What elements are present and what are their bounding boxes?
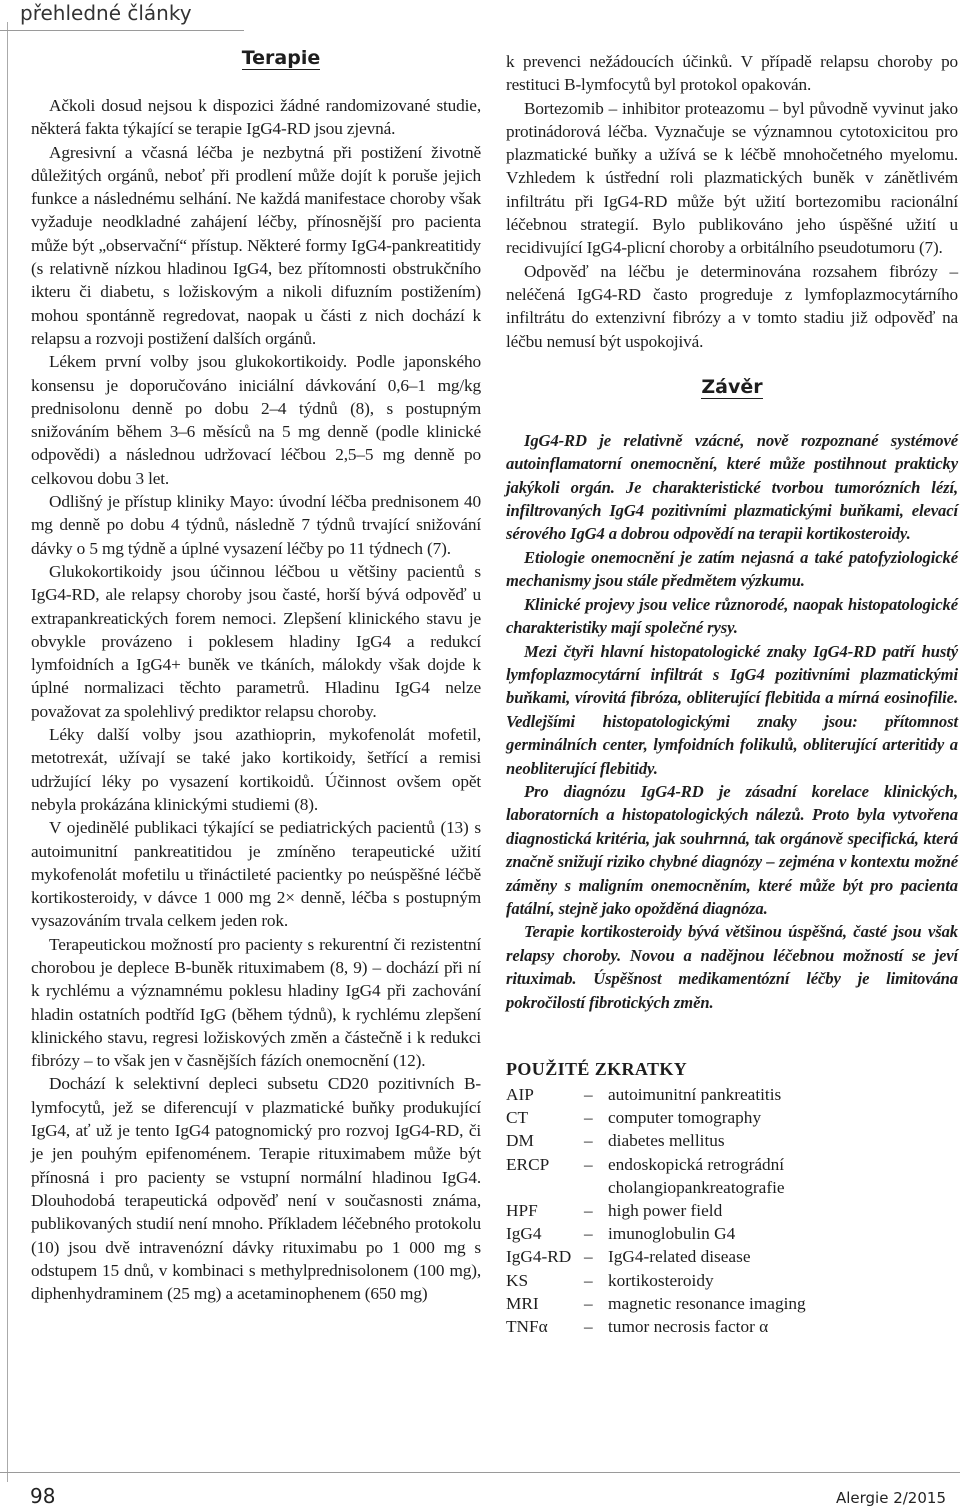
paragraph: Odpověď na léčbu je determinována rozsahem fibrózy – neléčená IgG4-RD často progreduje z lymfoplazmocytárního infiltrátu do extenzivní fibrózy a v tomto stadiu již odpověď na léčbu nemusí být uspokojivá. xyxy=(506,261,958,351)
abbreviation: DM xyxy=(506,1131,534,1151)
abbreviation-meaning: computer tomography xyxy=(608,1108,762,1128)
abbreviation-dash: – xyxy=(584,1108,593,1128)
abbreviation-meaning: IgG4-related disease xyxy=(608,1247,751,1267)
paragraph: Agresivní a včasná léčba je nezbytná při postižení životně důležitých orgánů, neboť při prodlení může dojít k poruše jejich funkce a následnému selhání. Ne každá manifestace choroby však vyžaduje neodkladné zahájení léčby, přínosnější pro pacienta může být „observační“ přístup. Některé formy IgG4-pankreatitidy (s relativně nízkou hladinou IgG4, bez přítomnosti obstrukčního ikteru či diabetu, s ložiskovým a nikoli difuzním postižením) mohou spontánně regredovat, naopak u části z nich dochází k relapsu a rozvoji postižení dalších orgánů. xyxy=(31,142,481,348)
paragraph: Bortezomib – inhibitor proteazomu – byl původně vyvinut jako protinádorová léčba. Vyznačuje se významnou cytotoxicitou pro plazmatické buňky a užívá se k léčbě mnohočetného myelomu. Vzhledem k ústřední roli plazmatických buněk v zánětlivém infiltrátu při IgG4-RD může být užití bortezomibu racionální léčebnou strategií. Bylo publikováno jeho úspěšné užití u recidivující IgG4-plicní choroby a orbitálního pseudotumoru (7). xyxy=(506,98,958,258)
abbreviation-dash: – xyxy=(584,1201,593,1221)
abbreviation-dash: – xyxy=(584,1154,593,1174)
abbreviation-row xyxy=(506,1153,958,1199)
abbreviation-row xyxy=(506,1199,958,1222)
abbreviation: HPF xyxy=(506,1201,538,1221)
abbreviation-meaning: high power field xyxy=(608,1201,723,1221)
continuation-paragraph: k prevenci nežádoucích účinků. V případě relapsu choroby po restituci B-lymfocytů byl protokol opakován. xyxy=(506,52,958,95)
abbreviation: MRI xyxy=(506,1293,539,1313)
paragraph: Léky další volby jsou azathioprin, mykofenolát mofetil, metotrexát, užívají se také jako kortikoidy, šetřící a remisi udržující léky po vysazení kortikoidů. Účinnost ovšem opět nebyla prokázána klinickými studiemi (8). xyxy=(31,725,481,814)
conclusion-paragraph: Pro diagnózu IgG4-RD je zásadní korelace klinických, laboratorních a histopatologických nálezů. Proto byla vytvořena diagnostická kritéria, jak souhrnná, tak orgánově specifická, která značně snižují riziko chybné diagnózy – zejména v kontextu možné záměny s maligním onemocněním, které může být pro pacienta fatální, stejně jako opožděná diagnóza. xyxy=(506,781,958,918)
abbreviation-dash: – xyxy=(584,1131,593,1151)
conclusion-block xyxy=(506,429,958,1014)
footer-rule xyxy=(0,1472,960,1473)
paragraph: Glukokortikoidy jsou účinnou léčbou u většiny pacientů s IgG4-RD, ale relapsy choroby jsou časté, horší bývá odpověď u extrapankreatických forem nemoci. Zlepšení klinického stavu je obvykle provázeno i poklesem hladiny IgG4 a redukcí lymfoidních a IgG4+ buněk ve tkáních, málokdy však dojde k úplné normalizaci těchto parametrů. Hladinu IgG4 nelze považovat za spolehlivý prediktor relapsu choroby. xyxy=(31,561,481,721)
abbreviation: AIP xyxy=(506,1085,534,1105)
section-label: přehledné články xyxy=(20,1,192,25)
paragraph: Odlišný je přístup kliniky Mayo: úvodní léčba prednisonem 40 mg denně po dobu 4 týdnů, následně 7 týdnů trvající snižování dávky o 5 mg týdně a úplné vysazení léčby po 11 týdnech (7). xyxy=(31,492,481,558)
conclusion-heading: Závěr xyxy=(701,375,763,398)
header-rule xyxy=(0,30,244,31)
conclusion-paragraph: Mezi čtyři hlavní histopatologické znaky IgG4-RD patří hustý lymfoplazmocytární infiltrát s IgG4 pozitivními plazmatickými buňkami, vírovitá fibróza, obliterující flebitida a mírná eosinofilie. Vedlejšími histopatologickými znaky jsou: přítomnost germinálních center, lymfoidních folikulů, obliterující arteritidy a neobliterující flebitidy. xyxy=(506,641,958,778)
paragraph: Lékem první volby jsou glukokortikoidy. Podle japonského konsensu je doporučováno iniciální dávkování 0,6–1 mg/kg prednisolonu denně po dobu 2–4 týdnů (8), s postupným snižováním během 3–6 měsíců na 5 mg denně (podle klinické odpovědi) a následnou udržovací léčbou 2,5–5 mg denně po celkovou dobu 3 let. xyxy=(31,352,481,488)
abbreviation-dash: – xyxy=(584,1293,593,1313)
conclusion-paragraph: Etiologie onemocnění je zatím nejasná a také patofyziologické mechanismy jsou stále předmětem výzkumu. xyxy=(506,547,958,591)
abbreviation: IgG4-RD xyxy=(506,1247,572,1267)
therapy-heading: Terapie xyxy=(241,47,321,69)
abbreviation-row xyxy=(506,1245,958,1268)
abbreviation-dash: – xyxy=(584,1317,593,1337)
abbreviation: KS xyxy=(506,1270,529,1290)
abbreviation-row xyxy=(506,1083,958,1106)
paragraph: Terapeutickou možností pro pacienty s rekurentní či rezistentní chorobou je deplece B-buněk rituximabem (8, 9) – dochází při ní k rychlému a významnému poklesu hladiny IgG4 při zachování hladin ostatních podtříd IgG (během týdnů), k rychlému zlepšení klinického stavu, regresi ložiskových změn a částečně i k redukci fibrózy – to však jen v časnějších fázích onemocnění (12). xyxy=(31,934,481,1071)
journal-label: Alergie 2/2015 xyxy=(835,1489,946,1507)
abbreviation-meaning: autoimunitní pankreatitis xyxy=(608,1085,782,1105)
abbreviation: TNFα xyxy=(506,1317,548,1337)
abbreviation-meaning: tumor necrosis factor α xyxy=(608,1317,769,1337)
sidebar-rule xyxy=(7,22,8,1482)
conclusion-paragraph: IgG4-RD je relativně vzácné, nově rozpoznané systémové autoinflamatorní onemocnění, které může postihnout prakticky jakýkoli orgán. Je charakteristické tvorbou tumorózních lézí, infiltrovaných IgG4 pozitivními plazmatickými buňkami, elevací sérového IgG4 a dobrou odpovědí na terapii kortikosteroidy. xyxy=(506,430,958,544)
conclusion-paragraph: Terapie kortikosteroidy bývá většinou úspěšná, časté jsou však relapsy choroby. Novou a nadějnou léčebnou možností se jeví rituximab. Úspěšnost medikamentózní léčby je limitována pokročilostí fibrotických změn. xyxy=(506,922,958,1012)
abbreviation-dash: – xyxy=(584,1270,593,1290)
abbreviations-title: POUŽITÉ ZKRATKY xyxy=(506,1059,688,1080)
abbreviation: CT xyxy=(506,1108,529,1128)
abbreviation-meaning: kortikosteroidy xyxy=(608,1270,714,1290)
paragraph: Dochází k selektivní depleci subsetu CD20 pozitivních B-lymfocytů, jež se diferencují v plazmatické buňky produkující IgG4, ať už je tento IgG4 patognomický pro rozvoj IgG4-RD, či je jen pouhým epifenoménem. Terapie rituximabem může být přínosná i pro pacienty se vstupní normální hladinou IgG4. Dlouhodobá terapeutická odpověď není v současnosti známa, publikovaných studií není mnoho. Příkladem léčebného protokolu (10) jsou dvě intravenózní dávky rituximabu po 1 000 mg s odstupem 15 dnů, v kombinaci s methylprednisolonem (100 mg), diphenhydraminem (25 mg) a acetaminophenem (650 mg) xyxy=(31,1074,481,1304)
abbreviation-dash: – xyxy=(584,1085,593,1105)
abbreviation: IgG4 xyxy=(506,1224,542,1244)
abbreviation-row xyxy=(506,1292,958,1315)
abbreviation-dash: – xyxy=(584,1247,593,1267)
abbreviation-meaning: magnetic resonance imaging xyxy=(608,1293,806,1313)
abbreviation: ERCP xyxy=(506,1154,550,1174)
right-column xyxy=(506,50,958,1338)
paragraph: Ačkoli dosud nejsou k dispozici žádné randomizované studie, některá fakta týkající se terapie IgG4-RD jsou zjevná. xyxy=(31,96,481,139)
abbreviation-row xyxy=(506,1269,958,1292)
abbreviation-row xyxy=(506,1129,958,1152)
conclusion-paragraph: Klinické projevy jsou velice různorodé, naopak histopatologické charakteristiky mají společné rysy. xyxy=(506,594,958,638)
paragraph: V ojedinělé publikaci týkající se pediatrických pacientů (13) s autoimunitní pankreatitidou je zmíněno terapeutické užití mykofenolát mofetilu u třináctileté pacientky po neúspěšné léčbě kortikosteroidy, v dávce 1 000 mg 2× denně, léčba s postupným vysazováním trvala celkem jeden rok. xyxy=(31,818,481,931)
abbreviation-meaning: imunoglobulin G4 xyxy=(608,1224,736,1244)
abbreviation-dash: – xyxy=(584,1224,593,1244)
left-column xyxy=(31,46,481,1305)
page-number: 98 xyxy=(30,1484,56,1508)
abbreviation-row xyxy=(506,1106,958,1129)
abbreviation-meaning: endoskopická retrográdní cholangiopankreatografie xyxy=(608,1154,785,1197)
abbreviation-meaning: diabetes mellitus xyxy=(608,1131,725,1151)
abbreviation-row xyxy=(506,1222,958,1245)
abbreviations-list xyxy=(506,1083,958,1338)
abbreviation-row xyxy=(506,1315,958,1338)
